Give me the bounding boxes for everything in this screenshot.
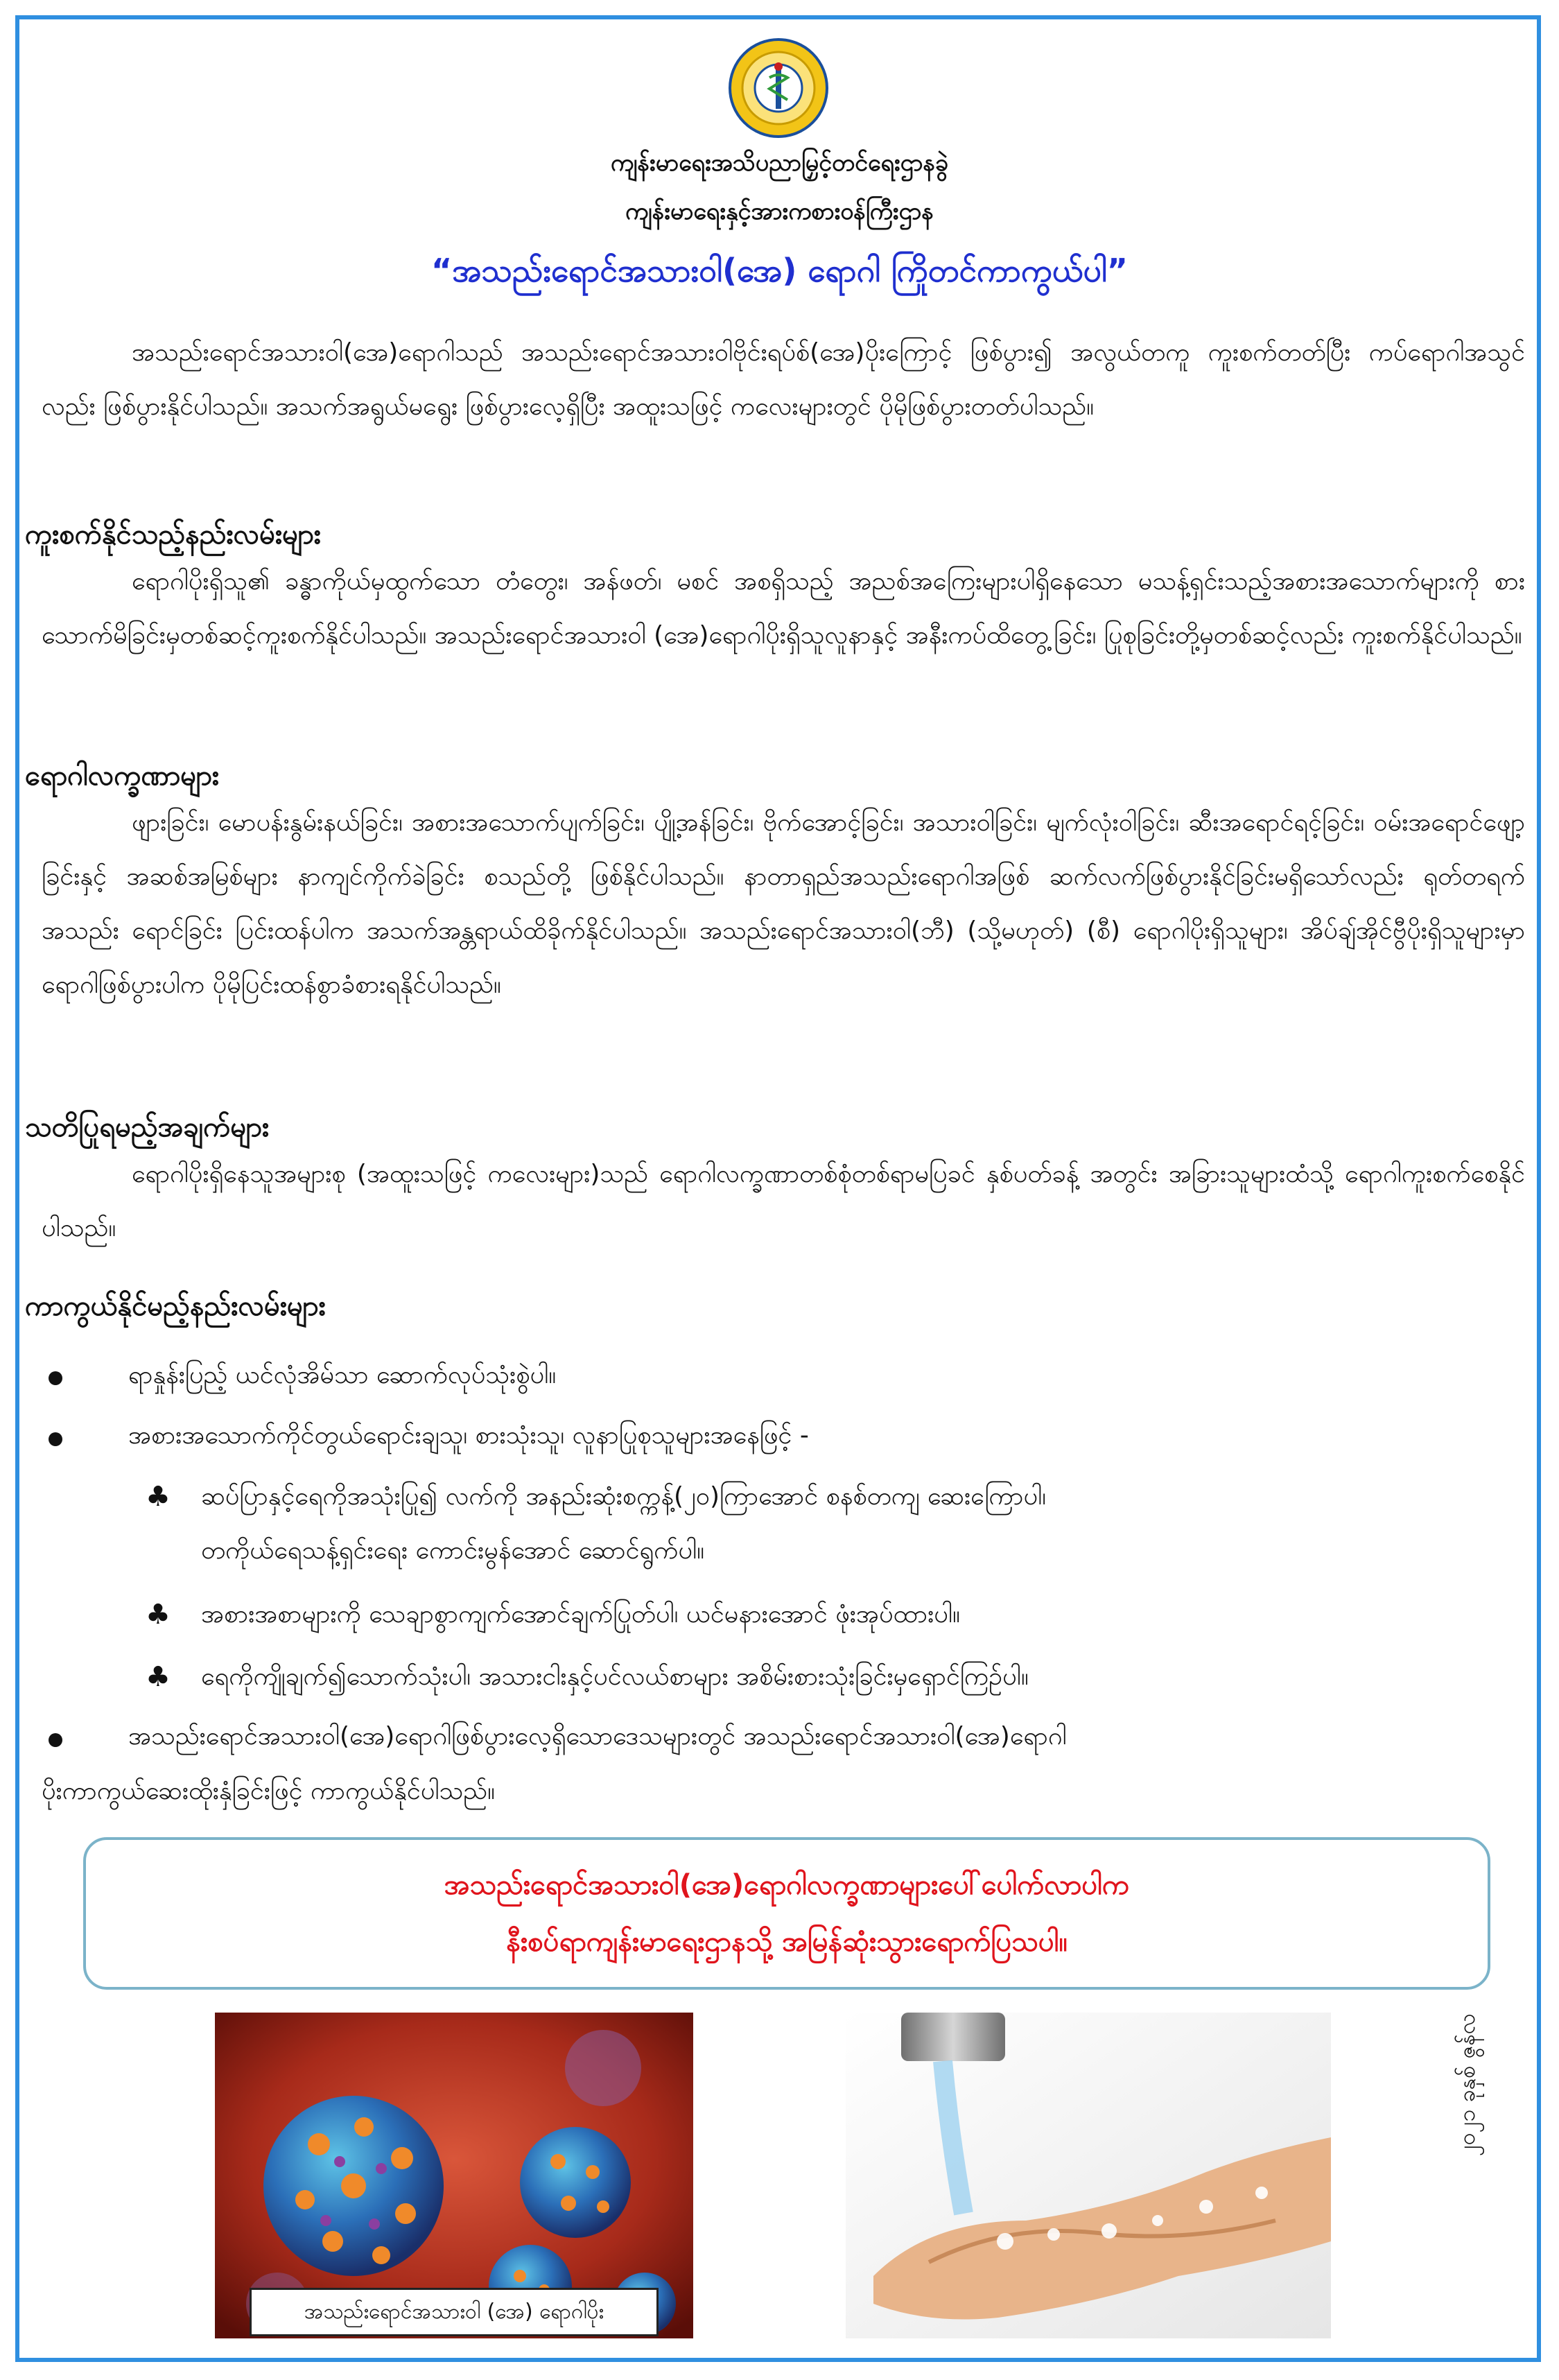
transmission-paragraph: [42, 555, 1525, 663]
transmission-line: (အေ)ရောဂါပိုးရှိသူလူနာနှင့် အနီးကပ်ထိတွေ့ခြင်း၊ ပြုစုခြင်းတို့မှတစ်ဆင့်လည်း ကူးစက်နိုင်ပါသည်။: [654, 621, 1522, 650]
intro-line: အသည်းရောင်အသားဝါ(အေ)ရောဂါသည် အသည်းရောင်အသားဝါဗိုင်းရပ်စ်(အေ)ပိုးကြောင့် ဖြစ်ပွား၍: [132, 338, 1052, 367]
transmission-line: ရောဂါပိုးရှိသူ၏ ခန္ဓာကိုယ်မှထွက်သော တံတွေး၊ အန်ဖတ်၊ မစင် အစရှိသည့် အညစ်အကြေးများပါရှိနေသော: [132, 567, 1123, 596]
symptoms-line: ရောဂါပိုးရှိသူများ၊ အိပ်ချ်အိုင်ဗွီပိုးရှိသူများမှာ ရောဂါဖြစ်ပွားပါက ပိုမိုပြင်းထန်စွာခံစားရနိုင်ပါသည်။: [42, 917, 1525, 999]
prevention-sub-3: ရေကိုကျိုချက်၍သောက်သုံးပါ၊ အသားငါးနှင့်ပင်လယ်စာများ အစိမ်းစားသုံးခြင်းမှရှောင်ကြဉ်ပါ။: [201, 1662, 1029, 1691]
club-bullet-icon: ♣: [146, 1599, 171, 1631]
symptoms-line: ဖြစ်နိုင်ပါသည်။ နာတာရှည်အသည်းရောဂါအဖြစ် ဆက်လက်ဖြစ်ပွားနိုင်ခြင်းမရှိသော်လည်း ရုတ်တရက် အသည်း: [42, 862, 1525, 945]
prevention-sub-2: အစားအစာများကို သေချာစွာကျက်အောင်ချက်ပြုတ်ပါ၊ ယင်မနားအောင် ဖုံးအုပ်ထားပါ။: [201, 1600, 960, 1628]
prevention-sub-1a: ဆပ်ပြာနှင့်ရေကိုအသုံးပြု၍ လက်ကို အနည်းဆုံးစက္ကန့်(၂၀)ကြာအောင် စနစ်တကျ ဆေးကြောပါ၊: [201, 1482, 1046, 1511]
heading-prevention: ကာကွယ်နိုင်မည့်နည်းလမ်းများ: [25, 1290, 326, 1322]
org-line-department: ကျန်းမာရေးအသိပညာမြှင့်တင်ရေးဌာနခွဲ: [610, 149, 949, 177]
heading-facts: သတိပြုရမည့်အချက်များ: [25, 1111, 270, 1143]
bullet-dot: [49, 1371, 62, 1385]
facts-line: အတွင်း အခြားသူများထံသို့ ရောဂါကူးစက်စေနိုင်ပါသည်။: [42, 1160, 1525, 1242]
prevention-bullet-1: ရာနှုန်းပြည့် ယင်လုံအိမ်သာ ဆောက်လုပ်သုံးစွဲပါ။: [128, 1361, 557, 1389]
notice-box: [83, 1837, 1490, 1990]
symptoms-paragraph: [42, 796, 1525, 1012]
symptoms-line: မျက်လုံးဝါခြင်း၊ ဆီးအရောင်ရင့်ခြင်း၊ ဝမ်းအရောင်ဖျော့ခြင်းနှင့် အဆစ်အမြစ်များ နာကျင်ကိုက်ခဲခြင်း စသည်တို့: [42, 808, 1525, 891]
prevention-bullet-3a: အသည်းရောင်အသားဝါ(အေ)ရောဂါဖြစ်ပွားလေ့ရှိသောဒေသများတွင် အသည်းရောင်အသားဝါ(အေ)ရောဂါ: [128, 1722, 1067, 1751]
prevention-sub-1b: တကိုယ်ရေသန့်ရှင်းရေး ကောင်းမွန်အောင် ဆောင်ရွက်ပါ။: [201, 1536, 705, 1565]
org-line-ministry: ကျန်းမာရေးနှင့်အားကစားဝန်ကြီးဌာန: [625, 198, 934, 225]
facts-paragraph: [42, 1147, 1525, 1256]
intro-line: အလွယ်တကူ ကူးစက်တတ်ပြီး ကပ်ရောဂါအသွင်လည်း ဖြစ်ပွားနိုင်ပါသည်။ အသက်အရွယ်မရွေး ဖြစ်ပွားလေ့ရှိပြီး: [42, 338, 1525, 421]
virus-caption: အသည်းရောင်အသားဝါ (အေ) ရောဂါပိုး: [250, 2288, 659, 2336]
bullet-dot: [49, 1733, 62, 1747]
intro-line: အထူးသဖြင့် ကလေးများတွင် ပိုမိုဖြစ်ပွားတတ်ပါသည်။: [613, 392, 1094, 421]
intro-paragraph: [42, 326, 1525, 434]
ministry-logo-icon: [726, 36, 830, 140]
prevention-bullet-2: အစားအသောက်ကိုင်တွယ်ရောင်းချသူ၊ စားသုံးသူ၊ လူနာပြုစုသူများအနေဖြင့် -: [128, 1421, 809, 1450]
symptoms-line: ဖျားခြင်း၊ မောပန်းနွမ်းနယ်ခြင်း၊ အစားအသောက်ပျက်ခြင်း၊ ပျို့အန်ခြင်း၊ ဗိုက်အောင့်ခြင်း၊ အသားဝါခြင်း၊: [132, 808, 1037, 837]
bullet-dot: [49, 1432, 62, 1446]
heading-symptoms: ရောဂါလက္ခဏာများ: [25, 760, 220, 792]
club-bullet-icon: ♣: [146, 1481, 171, 1513]
symptoms-line: ရောင်ခြင်း ပြင်းထန်ပါက အသက်အန္တရာယ်ထိခိုက်နိုင်ပါသည်။ အသည်းရောင်အသားဝါ(ဘီ) (သို့မဟုတ်) (စီ): [132, 917, 1121, 945]
facts-line: ရောဂါပိုးရှိနေသူအများစု (အထူးသဖြင့် ကလေးများ)သည် ရောဂါလက္ခဏာတစ်စုံတစ်ရာမပြခင် နှစ်ပတ်ခန့်: [132, 1160, 1079, 1188]
publication-date: ၂၀၂၁ ခုနှစ် ဇွန်လ: [1454, 2013, 1480, 2156]
notice-line-1: အသည်းရောင်အသားဝါ(အေ)ရောဂါလက္ခဏာများပေါ်ပေါက်လာပါက: [444, 1869, 1130, 1901]
handwashing-photo-icon: [846, 2013, 1331, 2338]
page-title: “အသည်းရောင်အသားဝါ(အေ) ရောဂါ ကြိုတင်ကာကွယ်ပါ”: [430, 252, 1129, 289]
notice-line-2: နီးစပ်ရာကျန်းမာရေးဌာနသို့ အမြန်ဆုံးသွားရောက်ပြသပါ။: [506, 1926, 1068, 1958]
club-bullet-icon: ♣: [146, 1661, 171, 1693]
prevention-bullet-3b: ပိုးကာကွယ်ဆေးထိုးနှံခြင်းဖြင့် ကာကွယ်နိုင်ပါသည်။: [42, 1777, 495, 1805]
transmission-line: မသန့်ရှင်းသည့်အစားအသောက်များကို စားသောက်မိခြင်းမှတစ်ဆင့်ကူးစက်နိုင်ပါသည်။ အသည်းရောင်အသားဝါ: [42, 567, 1525, 650]
heading-transmission: ကူးစက်နိုင်သည့်နည်းလမ်းများ: [25, 519, 321, 550]
